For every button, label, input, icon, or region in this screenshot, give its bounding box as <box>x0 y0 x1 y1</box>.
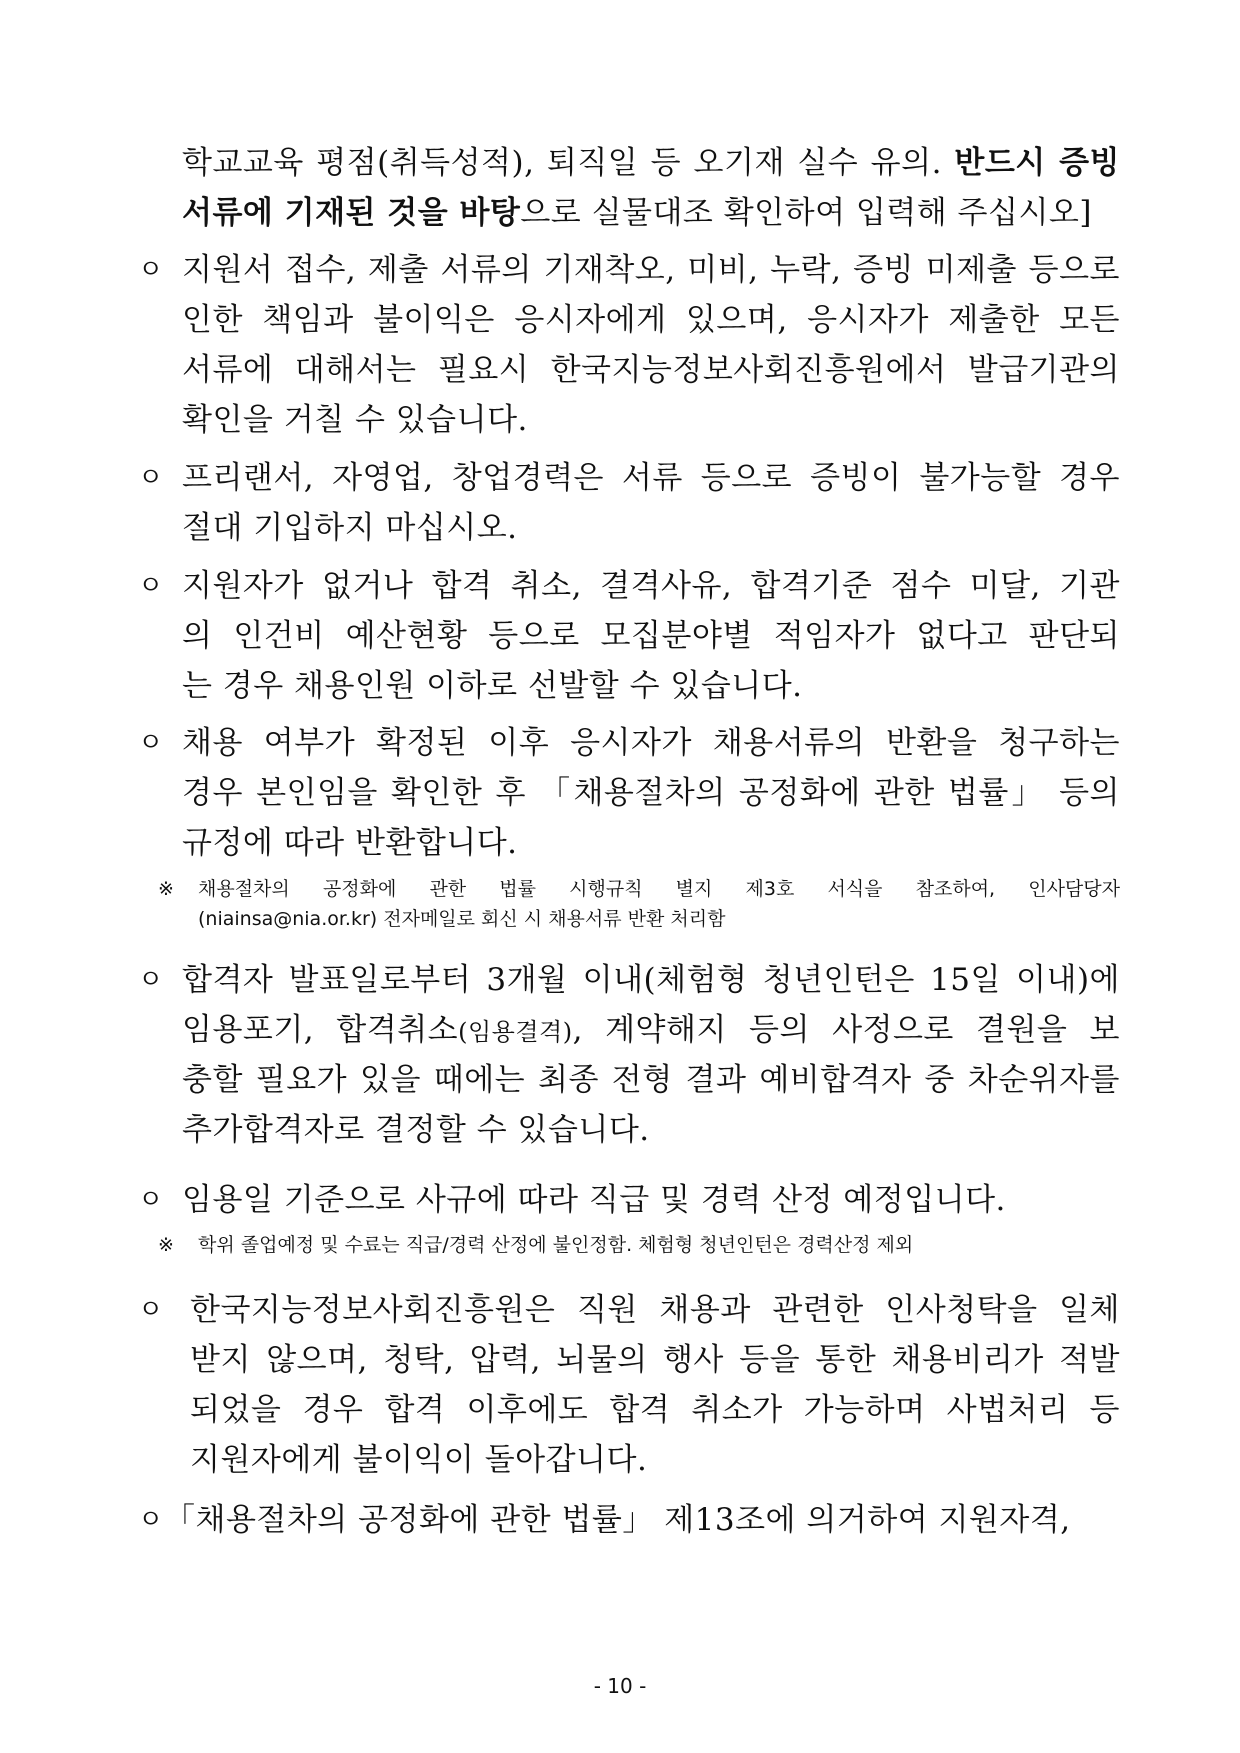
note-line: (niainsa@nia.or.kr) 전자메일로 회신 시 채용서류 반환 처리함 <box>198 908 726 930</box>
bullet-line: 프리랜서, 자영업, 창업경력은 서류 등으로 증빙이 불가능할 경우 <box>182 460 1120 496</box>
bullet-marker: ㅇ <box>138 965 164 995</box>
bullet-line: 지원자가 없거나 합격 취소, 결격사유, 합격기준 점수 미달, 기관 <box>182 568 1120 604</box>
bullet-line: 채용 여부가 확정된 이후 응시자가 채용서류의 반환을 청구하는 <box>182 725 1120 761</box>
bullet-line: 되었을 경우 합격 이후에도 합격 취소가 가능하며 사법처리 등 <box>190 1392 1120 1428</box>
bullet-marker: ㅇ <box>138 571 164 601</box>
page-number: - 10 - <box>593 1674 647 1698</box>
bullet-line: 의 인건비 예산현황 등으로 모집분야별 적임자가 없다고 판단되 <box>182 618 1120 654</box>
bullet-marker: ㅇ <box>138 1185 164 1215</box>
bullet-line: 절대 기입하지 마십시오. <box>182 510 518 546</box>
bullet-line: 합격자 발표일로부터 3개월 이내(체험형 청년인턴은 15일 이내)에 <box>182 962 1120 998</box>
bullet-line: 충할 필요가 있을 때에는 최종 전형 결과 예비합격자 중 차순위자를 <box>182 1062 1120 1098</box>
small-text: (임용결격) <box>458 1018 573 1046</box>
bullet-line: 지원서 접수, 제출 서류의 기재착오, 미비, 누락, 증빙 미제출 등으로 <box>182 252 1120 288</box>
bullet-marker: ㅇ <box>138 255 164 285</box>
bullet-marker: ㅇ <box>138 1295 164 1325</box>
bold-text: 반드시 증빙 <box>954 145 1120 181</box>
bullet-line: 임용포기, 합격취소(임용결격), 계약해지 등의 사정으로 결원을 보 <box>182 1012 1120 1048</box>
bullet-marker: ㅇ <box>138 1505 164 1535</box>
bullet-marker: ㅇ <box>138 463 164 493</box>
bullet-line: 한국지능정보사회진흥원은 직원 채용과 관련한 인사청탁을 일체 <box>190 1292 1120 1328</box>
paragraph-line: 학교교육 평점(취득성적), 퇴직일 등 오기재 실수 유의. 반드시 증빙 <box>182 145 1120 181</box>
bullet-line: 경우 본인임을 확인한 후 「채용절차의 공정화에 관한 법률」 등의 <box>182 775 1120 811</box>
bullet-line: 받지 않으며, 청탁, 압력, 뇌물의 행사 등을 통한 채용비리가 적발 <box>190 1342 1120 1378</box>
note-marker: ※ <box>158 1234 174 1256</box>
bullet-line: 는 경우 채용인원 이하로 선발할 수 있습니다. <box>182 668 803 704</box>
bullet-line: 규정에 따라 반환합니다. <box>182 825 518 861</box>
bullet-line: 인한 책임과 불이익은 응시자에게 있으며, 응시자가 제출한 모든 <box>182 302 1120 338</box>
bullet-line: 확인을 거칠 수 있습니다. <box>182 402 528 438</box>
bullet-line: 임용일 기준으로 사규에 따라 직급 및 경력 산정 예정입니다. <box>182 1182 1006 1218</box>
paragraph-line: 서류에 기재된 것을 바탕으로 실물대조 확인하여 입력해 주십시오] <box>182 195 1092 231</box>
bullet-line: 서류에 대해서는 필요시 한국지능정보사회진흥원에서 발급기관의 <box>182 352 1120 388</box>
bullet-marker: ㅇ <box>138 728 164 758</box>
note-marker: ※ <box>158 878 174 900</box>
bold-text: 서류에 기재된 것을 바탕 <box>182 195 521 231</box>
note-line: 학위 졸업예정 및 수료는 직급/경력 산정에 불인정함. 체험형 청년인턴은 경력산정 제외 <box>198 1234 914 1256</box>
bullet-line: 「채용절차의 공정화에 관한 법률」 제13조에 의거하여 지원자격, <box>164 1502 1071 1538</box>
bullet-line: 추가합격자로 결정할 수 있습니다. <box>182 1112 650 1148</box>
note-line: 채용절차의 공정화에 관한 법률 시행규칙 별지 제3호 서식을 참조하여, 인사담당자 <box>198 878 1120 900</box>
bullet-line: 지원자에게 불이익이 돌아갑니다. <box>190 1442 648 1478</box>
